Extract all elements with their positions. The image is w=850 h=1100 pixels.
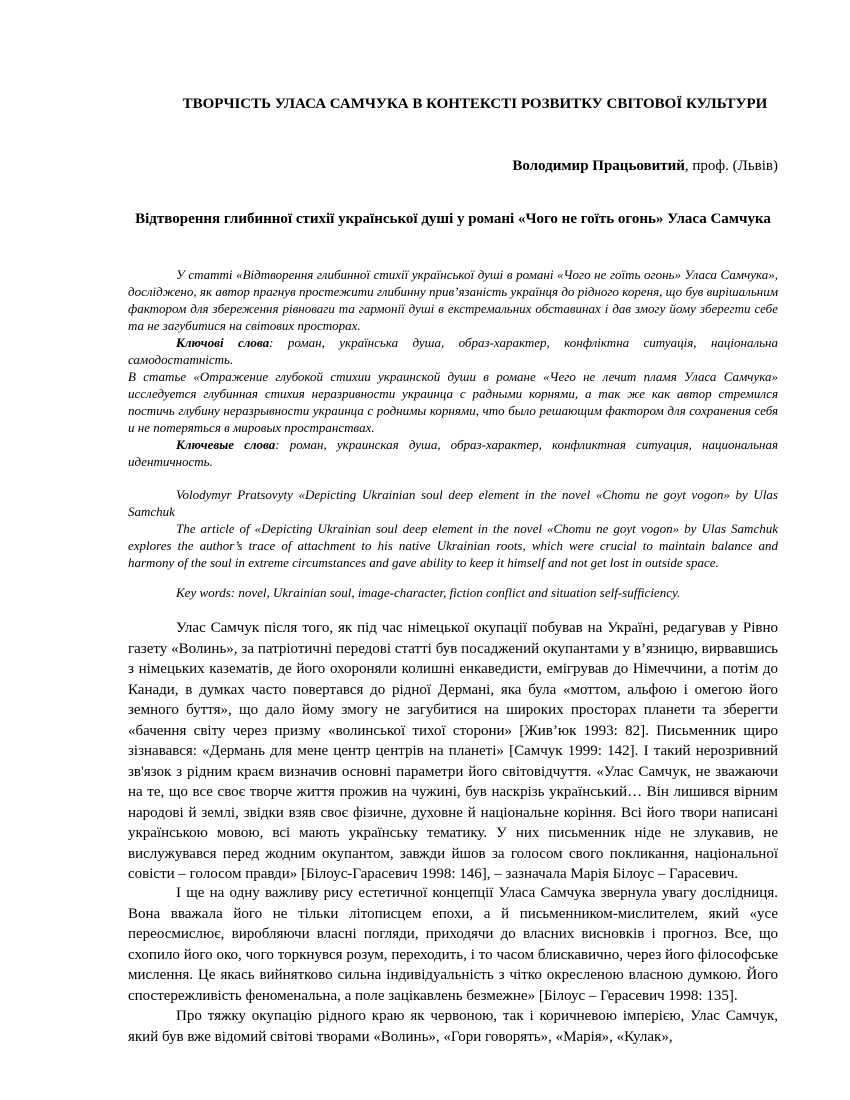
abstract-english: The article of «Depicting Ukrainian soul deep element in the novel «Chomu ne goyt vogon» by Ulas Samchuk explores the author’s trace of attachment to his native Ukrainian roots, which were crucial to maintain balance and harmony of the soul in extreme circumstances and gave ability to keep it himself and not get lost in outside space. — [128, 521, 778, 570]
abstract-ukrainian: У статті «Відтворення глибинної стихії української душі в романі «Чого не гоїть огонь» Уласа Самчука», досліджено, як автор прагнув простежити глибинну прив’язаність українця до рідного кореня, що був вирішальним фактором для збереження рівноваги та гармонії душі в екстремальних обставинах і дав змогу йому зберегти себе та не загубитися на світових просторах. — [128, 267, 778, 333]
abstract-english-title: Volodymyr Pratsovyty «Depicting Ukrainian soul deep element in the novel «Chomu ne goyt vogon» by Ulas Samchuk — [128, 487, 778, 519]
body-paragraph: Улас Самчук після того, як під час німецької окупації побував на Україні, редагував у Рівно газету «Волинь», за патріотичні передові статті був посаджений окупантами у в’язницю, вирвавшись з німецьких казематів, де його охороняли колишні енкаведисти, емігрував до Німеччини, а потім до Канади, в думках часто повертався до рідної Дермані, яка була «моттом, альфою і омегою його земного буття», що дало йому змогу не загубитися на широких просторах планети та зберегти «бачення світу через призму «волинської тихої сторони» [Жив’юк 1993: 82]. Письменник щиро зізнавався: «Дермань для мене центр центрів на планеті» [Самчук 1999: 142]. І такий нерозривний зв'язок з рідним краєм визначив основні параметри його світовідчуття. «Улас Самчук, не зважаючи на те, що все своє творче життя прожив на чужині, був наскрізь український… Він лишився вірним народові й землі, звідки взяв своє фізичне, духовне й національне коріння. Всі його твори написані українською мовою, всі мають українську тематику. У них письменник ніде не злукавив, не вислужувався перед жодним окупантом, завжди йшов за голосом свого покликання, національної совісти – голосом правди» [Білоус-Гарасевич 1998: 146], – зазначала Марія Білоус – Гарасевич. — [128, 620, 778, 882]
keywords-english: Key words: novel, Ukrainian soul, image-character, fiction conflict and situation self-sufficiency. — [176, 585, 681, 600]
keywords-ukrainian — [128, 334, 778, 368]
keywords-list: : роман, українська душа, образ-характер, конфліктна ситуація, національна самодостатність. — [128, 335, 778, 367]
body-paragraph: І ще на одну важливу рису естетичної концепції Уласа Самчука звернула увагу дослідниця. Вона вважала його не тільки літописцем епохи, а й письменником-мислителем, який «усе переосмислює, виробляючи власні погляди, приходячи до власних висновків і прогноз. Все, що схопило його око, чого торкнувся розум, переходить, і то часом блискавично, через його філософське мислення. Це якась вийнятково сильна індивідуальність з чітко окресленою власною думкою. Його спостережливість феноменальна, а поле зацікавлень безмежне» [Білоус – Герасевич 1998: 135]. — [128, 885, 778, 1004]
keywords-label: Ключові слова — [176, 335, 270, 350]
section-title: ТВОРЧІСТЬ УЛАСА САМЧУКА В КОНТЕКСТІ РОЗВИТКУ СВІТОВОЇ КУЛЬТУРИ — [182, 96, 768, 112]
author-name: Володимир Працьовитий — [512, 158, 685, 174]
keywords-list: : роман, украинская душа, образ-характер, конфликтная ситуация, национальная идентичность. — [128, 437, 778, 469]
author-line — [512, 158, 778, 175]
author-affiliation: , проф. (Львів) — [684, 158, 778, 174]
keywords-label: Ключевые слова — [176, 437, 276, 452]
abstract-russian: В статье «Отражение глубокой стихии украинской души в романе «Чего не лечит пламя Уласа Самчука» исследуется глубинная стихия неразривности украинца с радными корнями, а так же как автор стремился постичь глубину неразрывности украинца с роднимы корнями, что было решающим фактором для сохранения себя и не потеряться в мировых пространствах. — [128, 369, 778, 435]
body-paragraph: Про тяжку окупацію рідного краю як червоною, так і коричневою імперією, Улас Самчук, який був вже відомий світові творами «Волинь», «Гори говорять», «Марія», «Кулак», — [128, 1008, 778, 1045]
article-title: Відтворення глибинної стихії української душі у романі «Чого не гоїть огонь» Уласа Самчука — [135, 211, 771, 227]
keywords-russian — [128, 436, 778, 470]
